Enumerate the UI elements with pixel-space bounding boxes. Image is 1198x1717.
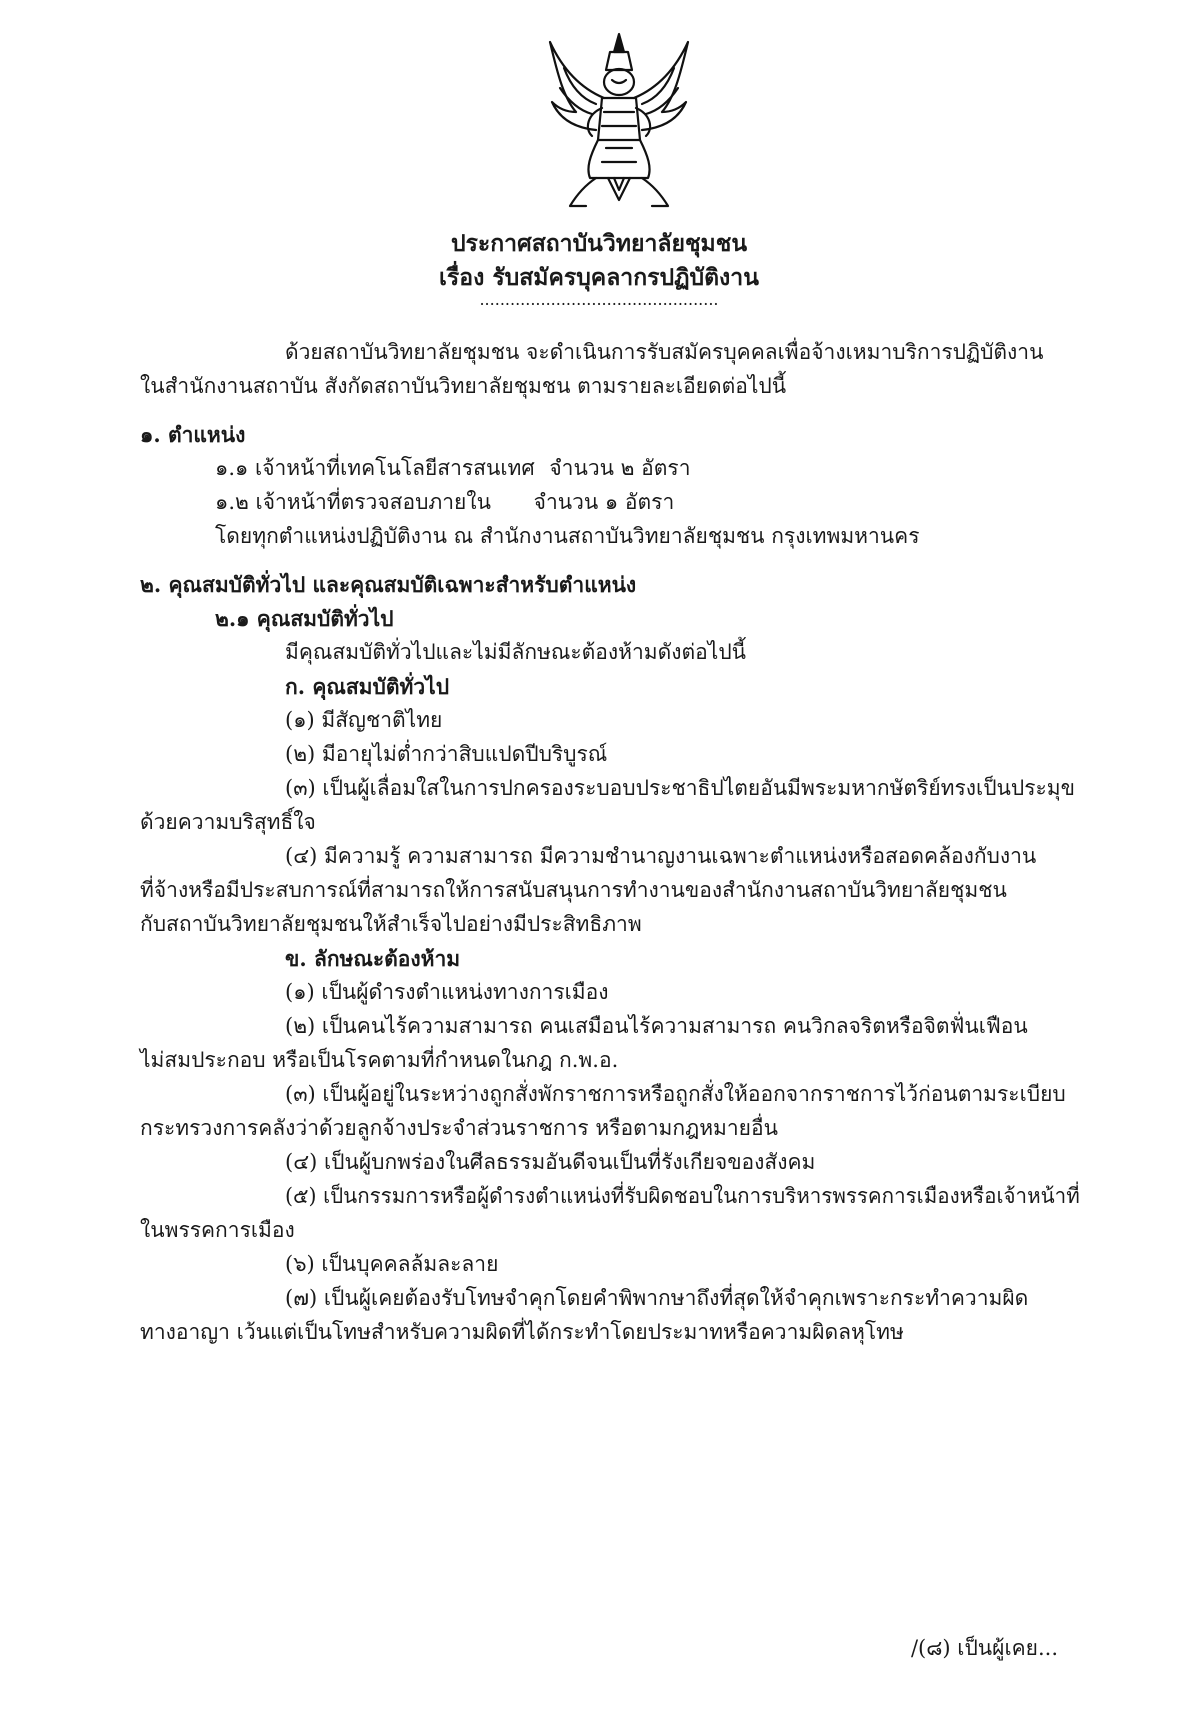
part-a-line: (๔) มีความรู้ ความสามารถ มีความชำนาญงานเฉพาะตำแหน่งหรือสอดคล้องกับงาน bbox=[285, 844, 1037, 868]
part-b-heading: ข. ลักษณะต้องห้าม bbox=[285, 946, 461, 971]
part-a-line: (๒) มีอายุไม่ต่ำกว่าสิบแปดปีบริบูรณ์ bbox=[285, 742, 608, 766]
part-b-line: ทางอาญา เว้นแต่เป็นโทษสำหรับความผิดที่ได้กระทำโดยประมาทหรือความผิดลหุโทษ bbox=[140, 1320, 904, 1344]
part-b-line: (๓) เป็นผู้อยู่ในระหว่างถูกสั่งพักราชการหรือถูกสั่งให้ออกจากราชการไว้ก่อนตามระเบียบ bbox=[285, 1082, 1066, 1106]
position-1 bbox=[215, 458, 691, 479]
part-b-line: กระทรวงการคลังว่าด้วยลูกจ้างประจำส่วนราชการ หรือตามกฎหมายอื่น bbox=[140, 1116, 778, 1140]
part-a-line: (๑) มีสัญชาติไทย bbox=[285, 708, 443, 732]
intro-line-1: ด้วยสถาบันวิทยาลัยชุมชน จะดำเนินการรับสมัครบุคคลเพื่อจ้างเหมาบริการปฏิบัติงาน bbox=[285, 340, 1044, 364]
part-a-line: กับสถาบันวิทยาลัยชุมชนให้สำเร็จไปอย่างมีประสิทธิภาพ bbox=[140, 912, 642, 936]
position-2-count: จำนวน ๑ อัตรา bbox=[533, 490, 675, 514]
title-separator: ............................................... bbox=[479, 290, 719, 309]
part-b-line: (๒) เป็นคนไร้ความสามารถ คนเสมือนไร้ความสามารถ คนวิกลจริตหรือจิตฟั่นเฟือน bbox=[285, 1014, 1028, 1038]
position-2-label: ๑.๒ เจ้าหน้าที่ตรวจสอบภายใน bbox=[215, 490, 491, 514]
position-1-label: ๑.๑ เจ้าหน้าที่เทคโนโลยีสารสนเทศ bbox=[215, 456, 535, 480]
position-1-count: จำนวน ๒ อัตรา bbox=[549, 456, 691, 480]
position-note: โดยทุกตำแหน่งปฏิบัติงาน ณ สำนักงานสถาบันวิทยาลัยชุมชน กรุงเทพมหานคร bbox=[215, 524, 920, 548]
page-continuation: /(๘) เป็นผู้เคย... bbox=[910, 1636, 1058, 1660]
part-b-line: (๕) เป็นกรรมการหรือผู้ดำรงตำแหน่งที่รับผิดชอบในการบริหารพรรคการเมืองหรือเจ้าหน้าที่ bbox=[285, 1184, 1080, 1208]
intro-line-2: ในสำนักงานสถาบัน สังกัดสถาบันวิทยาลัยชุมชน ตามรายละเอียดต่อไปนี้ bbox=[140, 374, 787, 398]
part-b-line: ไม่สมประกอบ หรือเป็นโรคตามที่กำหนดในกฎ ก.พ.อ. bbox=[140, 1048, 619, 1072]
part-b-line: (๗) เป็นผู้เคยต้องรับโทษจำคุกโดยคำพิพากษาถึงที่สุดให้จำคุกเพราะกระทำความผิด bbox=[285, 1286, 1029, 1310]
section-1-heading: ๑. ตำแหน่ง bbox=[140, 422, 246, 447]
section-2-1-intro: มีคุณสมบัติทั่วไปและไม่มีลักษณะต้องห้ามดังต่อไปนี้ bbox=[285, 640, 747, 664]
section-2-1-heading: ๒.๑ คุณสมบัติทั่วไป bbox=[215, 606, 394, 631]
part-a-line: (๓) เป็นผู้เลื่อมใสในการปกครองระบอบประชาธิปไตยอันมีพระมหากษัตริย์ทรงเป็นประมุข bbox=[285, 776, 1076, 800]
garuda-emblem-icon bbox=[540, 28, 698, 214]
announcement-title: ประกาศสถาบันวิทยาลัยชุมชน bbox=[450, 230, 748, 257]
announcement-subject: เรื่อง รับสมัครบุคลากรปฏิบัติงาน bbox=[439, 264, 759, 291]
part-a-line: ด้วยความบริสุทธิ์ใจ bbox=[140, 810, 316, 834]
part-b-line: (๖) เป็นบุคคลล้มละลาย bbox=[285, 1252, 499, 1276]
part-a-heading: ก. คุณสมบัติทั่วไป bbox=[285, 674, 450, 699]
section-2-heading: ๒. คุณสมบัติทั่วไป และคุณสมบัติเฉพาะสำหรับตำแหน่ง bbox=[140, 572, 637, 597]
position-2 bbox=[215, 492, 674, 513]
part-b-line: (๔) เป็นผู้บกพร่องในศีลธรรมอันดีจนเป็นที่รังเกียจของสังคม bbox=[285, 1150, 816, 1174]
part-b-line: ในพรรคการเมือง bbox=[140, 1218, 295, 1242]
part-b-line: (๑) เป็นผู้ดำรงตำแหน่งทางการเมือง bbox=[285, 980, 609, 1004]
part-a-line: ที่จ้างหรือมีประสบการณ์ที่สามารถให้การสนับสนุนการทำงานของสำนักงานสถาบันวิทยาลัยชุมชน bbox=[140, 878, 1007, 902]
